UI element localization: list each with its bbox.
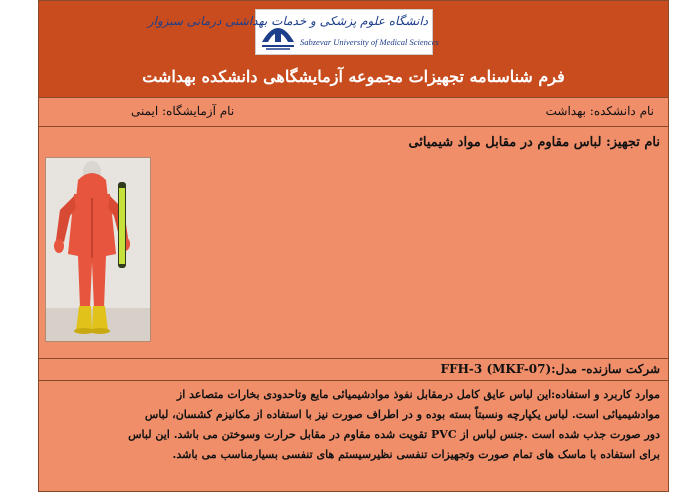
form-title: فرم شناسنامه تجهیزات مجموعه آزمایشگاهی دانشکده بهداشت [142, 67, 565, 86]
device-name: نام تجهیز: لباس مقاوم در مقابل مواد شیمیائی [408, 135, 660, 150]
faculty-name: نام دانشکده: بهداشت [545, 104, 654, 118]
lab-name: نام آزمایشگاه: ایمنی [131, 104, 235, 118]
usage-line: برای استفاده با ماسک های تمام صورت وتجهیزات تنفسی نظیرسیستم های تنفسی بسیارمناسب می باشد. [172, 448, 660, 461]
form-header [39, 1, 668, 98]
usage-line: دور صورت جذب شده است .جنس لباس از PVC تقویت شده مقاوم در مقابل حرارت وسوختن می باشد. این لباس [128, 428, 660, 441]
logo-text-en: Sabzevar University of Medical Sciences [300, 37, 439, 47]
university-logo [147, 9, 439, 55]
faculty-lab-row [39, 97, 668, 127]
device-photo [45, 157, 151, 342]
chemical-suit-illustration [46, 158, 150, 341]
usage-line: موارد کاربرد و استفاده:این لباس عایق کامل درمقابل نفوذ موادشیمیائی مایع وتاحدودی بخارات متصاعد از [176, 388, 660, 401]
manufacturer-model: شرکت سازنده- مدل:(MKF-07) FFH-3 [440, 362, 660, 376]
usage-row [39, 381, 668, 493]
usage-line: موادشیمیائی است. لباس یکپارچه ونسبتاً بسته بوده و در اطراف صورت نیز با استفاده از مکانیزم کشسان، لباس [144, 408, 660, 421]
usage-description [45, 385, 660, 465]
equipment-form [38, 0, 669, 492]
device-row [39, 127, 668, 359]
manufacturer-row [39, 359, 668, 381]
logo-text-fa: دانشگاه علوم پزشکی و خدمات بهداشتی درمانی سبزوار [147, 14, 428, 28]
